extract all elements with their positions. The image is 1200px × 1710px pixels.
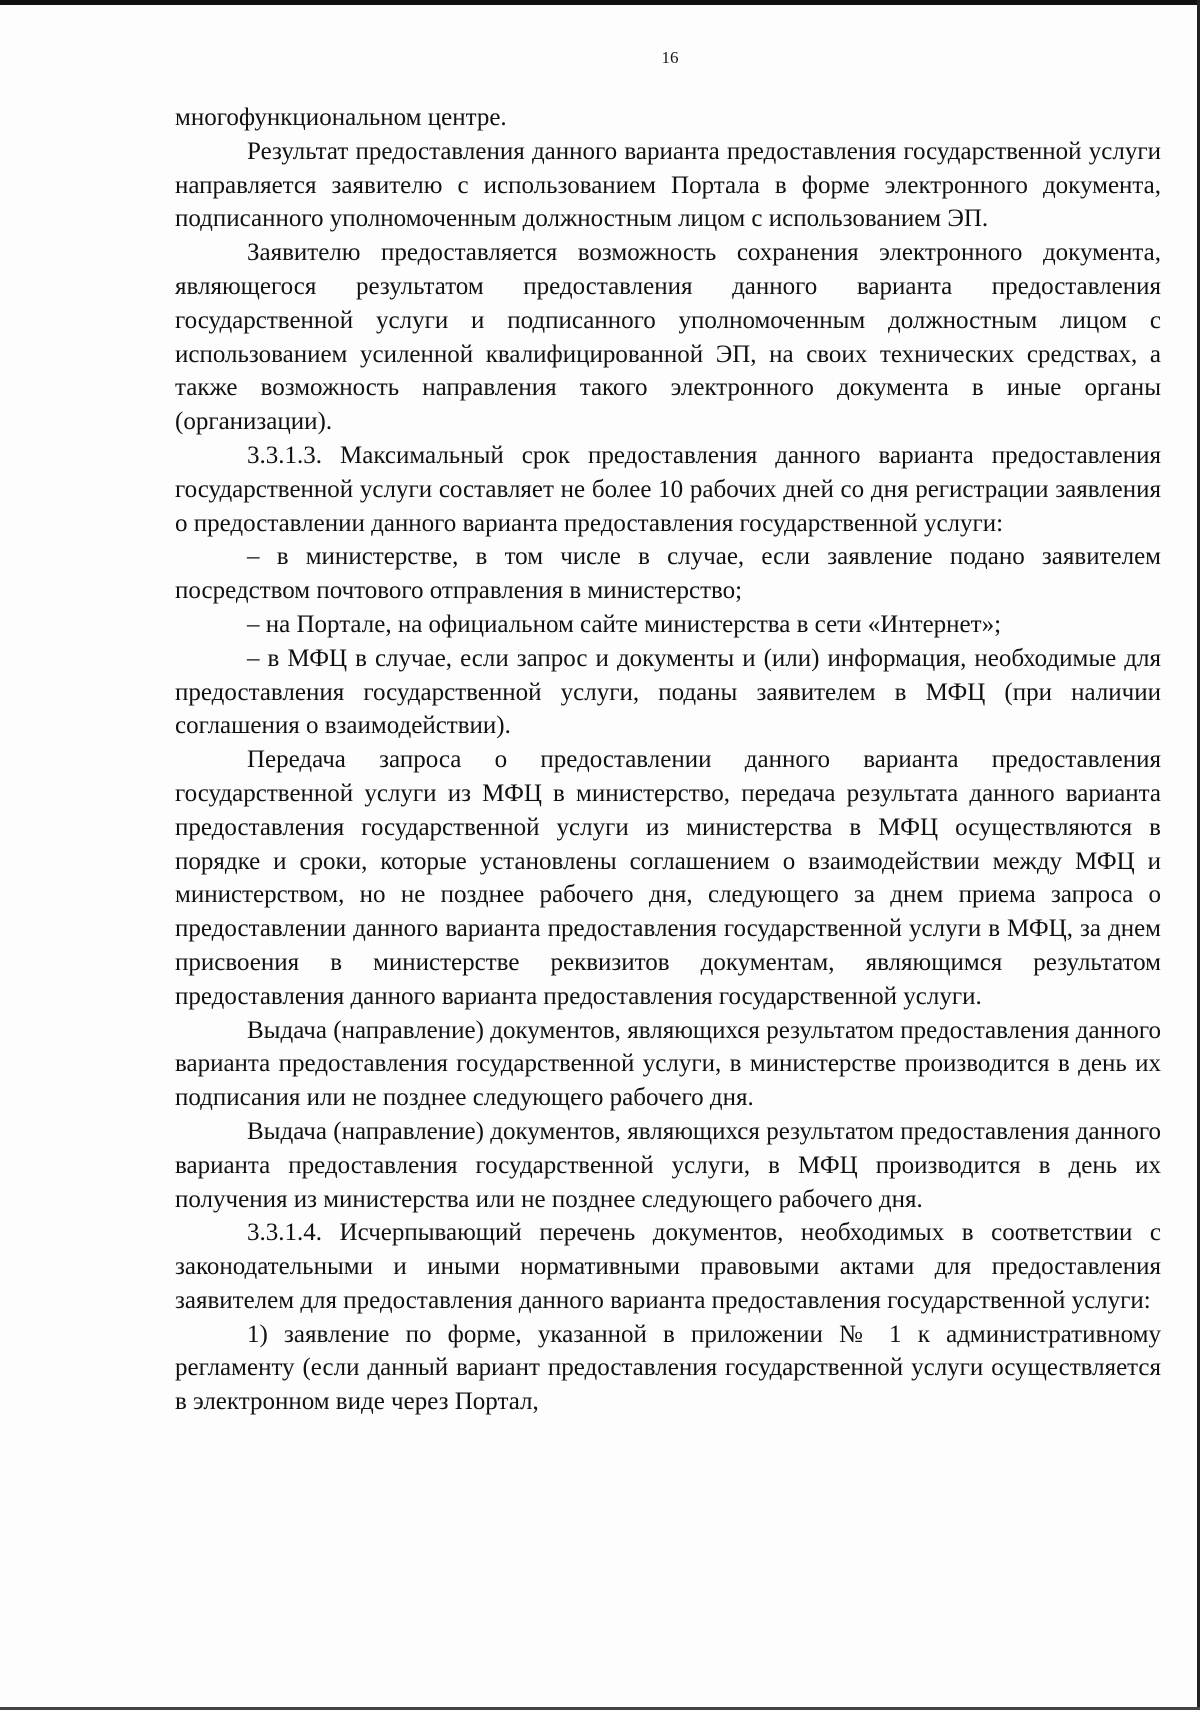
- scan-border-top: [0, 0, 1200, 5]
- paragraph-transfer: Передача запроса о предоставлении данного варианта предоставления государственной услуги из МФЦ в министерство, передача результата данного варианта предоставления государственной услуги из министерства в МФЦ осуществляются в порядке и сроки, которые установлены соглашением о взаимодействии между МФЦ и министерством, но не позднее рабочего дня, следующего за днем приема запроса о предоставлении данного варианта предоставления государственной услуги в МФЦ, за днем присвоения в министерстве реквизитов документам, являющимся результатом предоставления данного варианта предоставления государственной услуги.: [175, 746, 1161, 1010]
- list-item-ministry: – в министерстве, в том числе в случае, если заявление подано заявителем посредством почтового отправления в министерство;: [175, 543, 1161, 605]
- document-body: [175, 101, 1161, 1419]
- paragraph-result-portal: Результат предоставления данного варианта предоставления государственной услуги направляется заявителю с использованием Портала в форме электронного документа, подписанного уполномоченным должностным лицом с использованием ЭП.: [175, 137, 1161, 233]
- list-item-application: 1) заявление по форме, указанной в приложении № 1 к административному регламенту (если данный вариант предоставления государственной услуги осуществляется в электронном виде через Портал,: [175, 1320, 1161, 1416]
- list-item-mfc: – в МФЦ в случае, если запрос и документы и (или) информация, необходимые для предоставления государственной услуги, поданы заявителем в МФЦ (при наличии соглашения о взаимодействии).: [175, 644, 1161, 740]
- paragraph-save-document: Заявителю предоставляется возможность сохранения электронного документа, являющегося результатом предоставления данного варианта предоставления государственной услуги и подписанного уполномоченным должностным лицом с использованием усиленной квалифицированной ЭП, на своих технических средствах, а также возможность направления такого электронного документа в иные органы (организации).: [175, 239, 1161, 436]
- page-number: 16: [661, 48, 679, 67]
- list-item-portal: – на Портале, на официальном сайте министерства в сети «Интернет»;: [247, 610, 1002, 638]
- paragraph-documents-list: 3.3.1.4. Исчерпывающий перечень документов, необходимых в соответствии с законодательными и иными нормативными правовыми актами для предоставления заявителем для предоставления данного варианта предоставления государственной услуги:: [175, 1219, 1161, 1314]
- paragraph-max-term: 3.3.1.3. Максимальный срок предоставления данного варианта предоставления государственной услуги составляет не более 10 рабочих дней со дня регистрации заявления о предоставлении данного варианта предоставления государственной услуги:: [175, 441, 1161, 537]
- paragraph-issue-ministry: Выдача (направление) документов, являющихся результатом предоставления данного варианта предоставления государственной услуги, в министерстве производится в день их подписания или не позднее следующего рабочего дня.: [175, 1016, 1161, 1112]
- paragraph-issue-mfc: Выдача (направление) документов, являющихся результатом предоставления данного варианта предоставления государственной услуги, в МФЦ производится в день их получения из министерства или не позднее следующего рабочего дня.: [175, 1117, 1161, 1213]
- paragraph-continuation: многофункциональном центре.: [175, 104, 507, 131]
